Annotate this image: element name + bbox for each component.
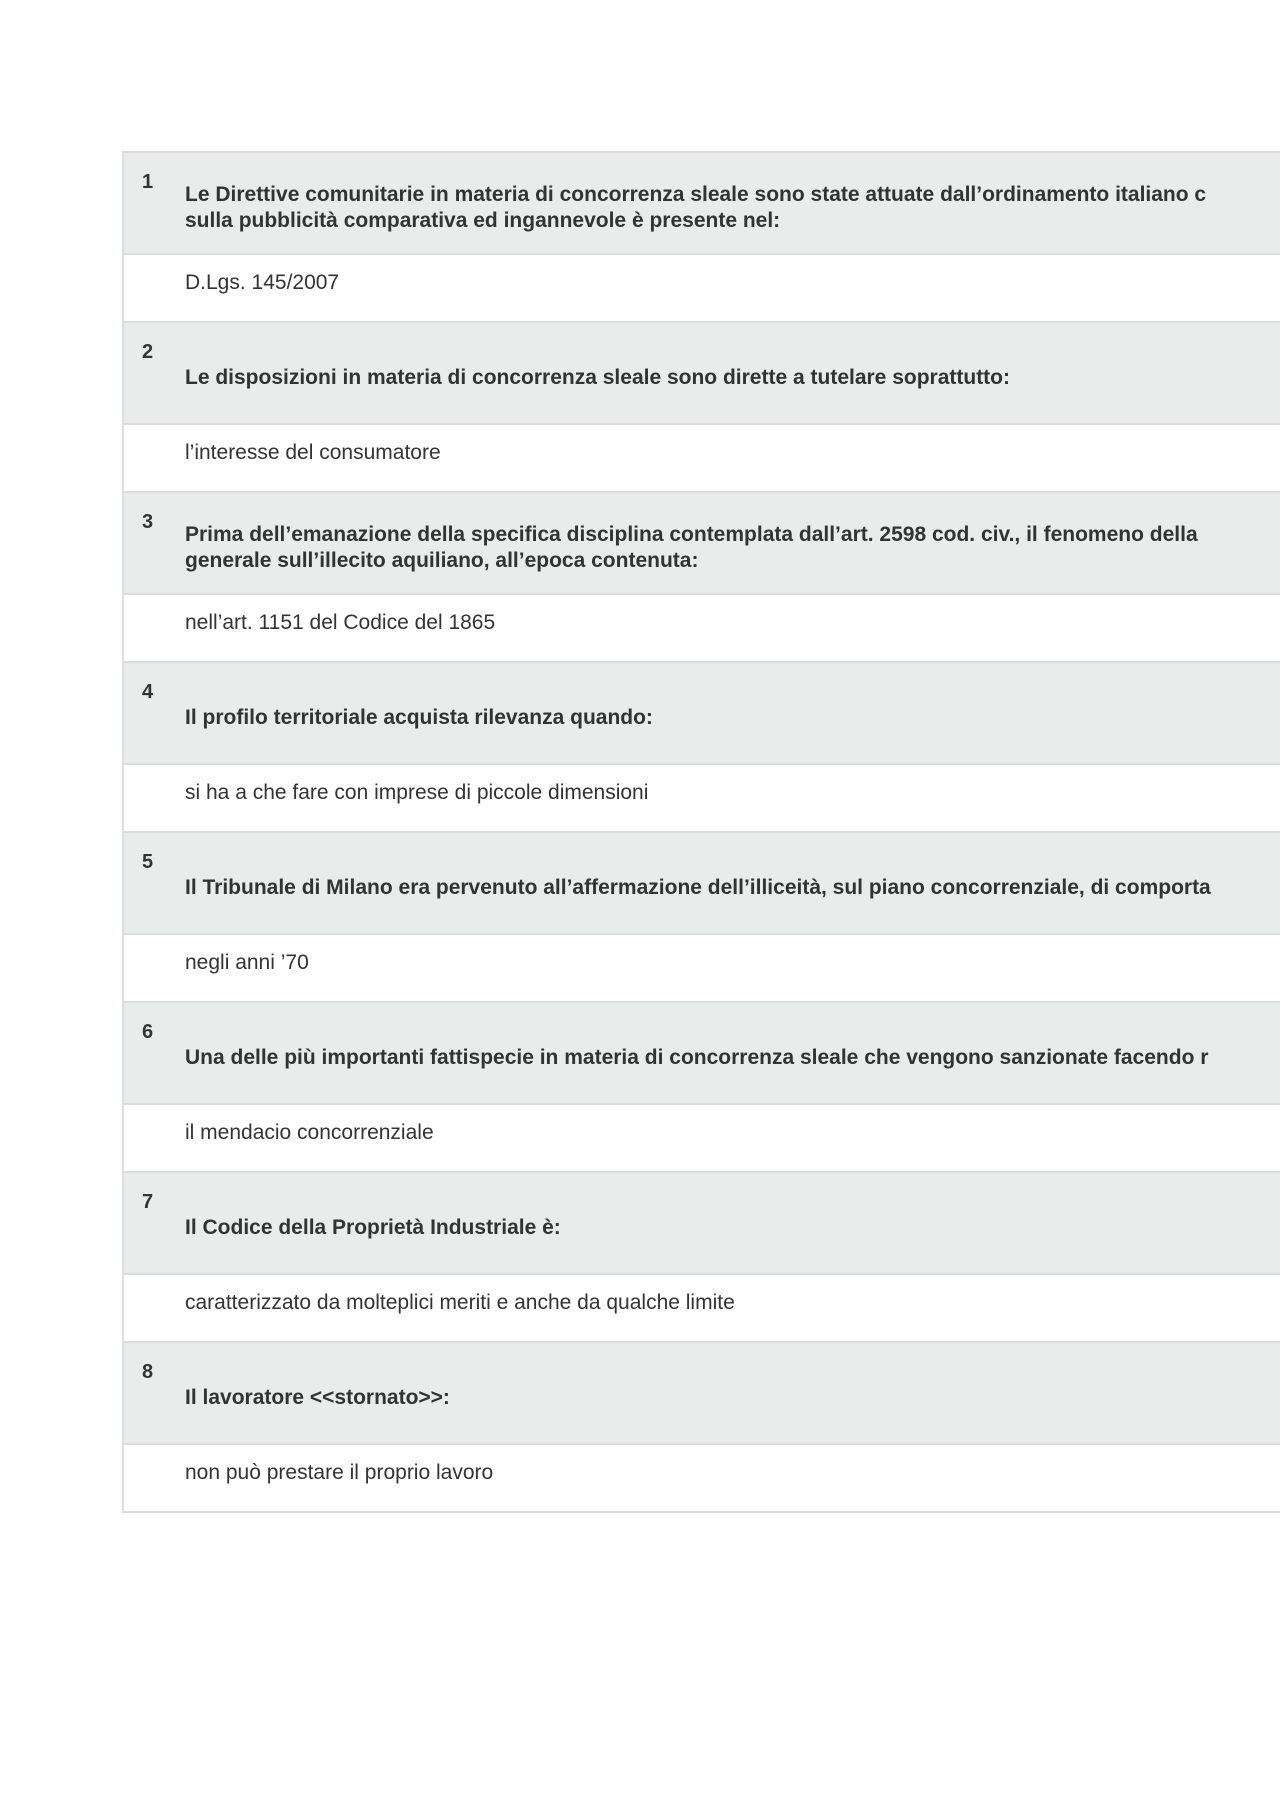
- question-row: [124, 833, 1280, 935]
- question-text: Le Direttive comunitarie in materia di concorrenza sleale sono state attuate dall’ordinamento italiano c sulla pubblicità comparativa ed ingannevole è presente nel:: [185, 183, 1207, 232]
- qa-table: [122, 151, 1280, 1513]
- answer-text: il mendacio concorrenziale: [185, 1121, 434, 1144]
- answer-text: l’interesse del consumatore: [185, 441, 441, 464]
- question-text: Una delle più importanti fattispecie in materia di concorrenza sleale che vengono sanzionate facendo r: [185, 1046, 1209, 1069]
- question-text: Prima dell’emanazione della specifica disciplina contemplata dall’art. 2598 cod. civ., il fenomeno della generale sull’illecito aquiliano, all’epoca contenuta:: [185, 523, 1198, 572]
- question-text: Il Tribunale di Milano era pervenuto all’affermazione dell’illiceità, sul piano concorrenziale, di comporta: [185, 876, 1211, 899]
- answer-row: [124, 1445, 1280, 1511]
- answer-text: nell’art. 1151 del Codice del 1865: [185, 611, 496, 634]
- question-number: 2: [142, 341, 154, 363]
- question-number: 1: [142, 171, 154, 193]
- answer-text: si ha a che fare con imprese di piccole dimensioni: [185, 781, 649, 804]
- answer-row: [124, 1105, 1280, 1173]
- answer-row: [124, 765, 1280, 833]
- question-text: Il lavoratore <<stornato>>:: [185, 1386, 450, 1409]
- answer-row: [124, 595, 1280, 663]
- question-number: 3: [142, 511, 154, 533]
- answer-text: negli anni ’70: [185, 951, 309, 974]
- answer-row: [124, 425, 1280, 493]
- question-row: [124, 663, 1280, 765]
- question-number: 8: [142, 1361, 154, 1383]
- question-number: 4: [142, 681, 154, 703]
- answer-row: [124, 255, 1280, 323]
- question-row: [124, 493, 1280, 595]
- question-row: [124, 323, 1280, 425]
- question-text: Le disposizioni in materia di concorrenza sleale sono dirette a tutelare soprattutto:: [185, 366, 1010, 389]
- question-text: Il Codice della Proprietà Industriale è:: [185, 1216, 561, 1239]
- answer-text: D.Lgs. 145/2007: [185, 271, 340, 294]
- question-row: [124, 1343, 1280, 1445]
- answer-row: [124, 935, 1280, 1003]
- question-row: [124, 1003, 1280, 1105]
- answer-text: non può prestare il proprio lavoro: [185, 1461, 494, 1484]
- question-text: Il profilo territoriale acquista rilevanza quando:: [185, 706, 653, 729]
- answer-row: [124, 1275, 1280, 1343]
- answer-text: caratterizzato da molteplici meriti e anche da qualche limite: [185, 1291, 735, 1314]
- question-number: 5: [142, 851, 154, 873]
- question-row: [124, 153, 1280, 255]
- question-number: 7: [142, 1191, 154, 1213]
- question-number: 6: [142, 1021, 154, 1043]
- question-row: [124, 1173, 1280, 1275]
